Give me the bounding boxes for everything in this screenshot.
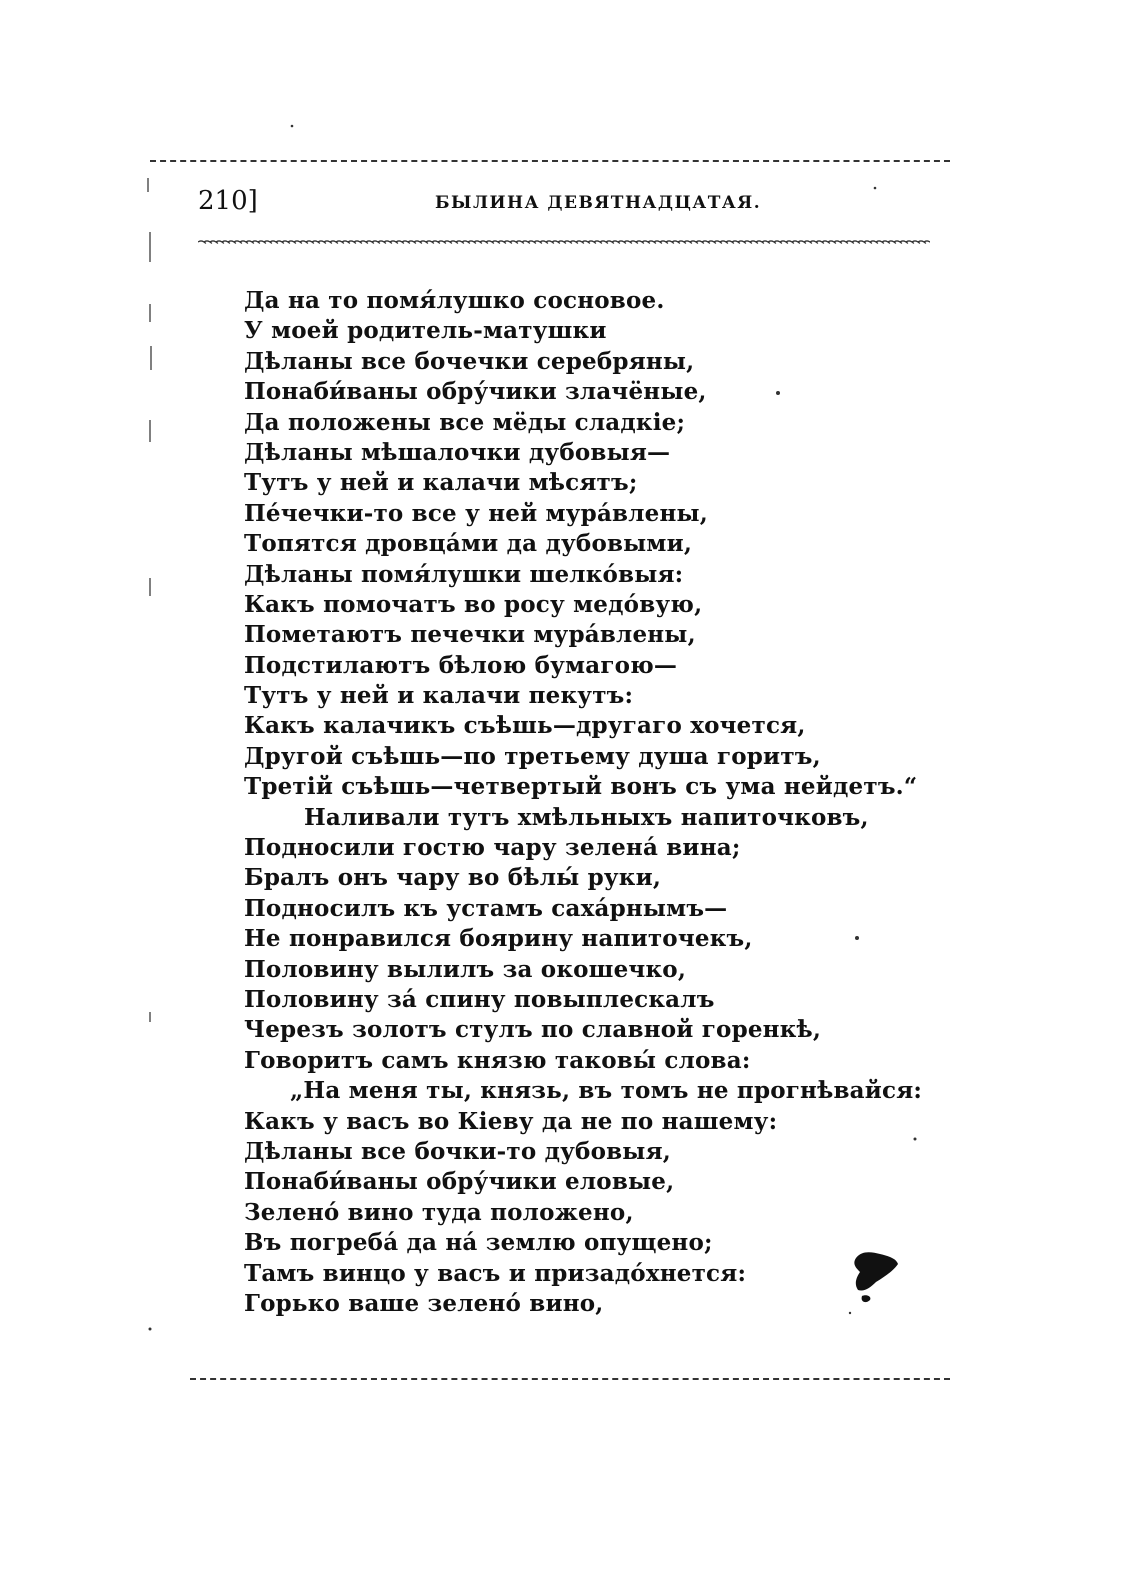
page-number: 210]: [198, 186, 258, 216]
poem-line: Подстилаютъ бѣлою бумагою—: [244, 651, 678, 679]
poem-line: Половину вылилъ за окошечко,: [244, 955, 687, 983]
poem-line: Подносилъ къ устамъ саха́рнымъ—: [244, 894, 728, 922]
poem-line: Тутъ у ней и калачи пекутъ:: [244, 682, 634, 710]
poem-line: Какъ калачикъ съѣшь—другаго хочется,: [244, 712, 806, 740]
poem-line: Горько ваше зелено́ вино,: [244, 1289, 604, 1317]
poem-line: Да положены все мёды сладкіе;: [244, 408, 686, 436]
poem-line: Понаби́ваны обру́чики злачёные,: [244, 378, 707, 406]
poem-line: Какъ у васъ во Кіеву да не по нашему:: [244, 1107, 778, 1135]
poem-line: Зелено́ вино туда положено,: [244, 1198, 634, 1226]
poem-line: Бралъ онъ чару во бѣлы́ руки,: [244, 864, 662, 892]
poem-line: Не понравился боярину напиточекъ,: [244, 925, 753, 953]
poem-line: Въ погреба́ да на́ землю опущено;: [244, 1229, 713, 1257]
poem-line: Тамъ винцо у васъ и призадо́хнется:: [244, 1259, 747, 1287]
poem-line: Тутъ у ней и калачи мѣсятъ;: [244, 469, 638, 497]
poem-line: Дѣланы все бочки-то дубовыя,: [244, 1137, 671, 1165]
poem-line: Дѣланы помя́лушки шелко́выя:: [244, 560, 684, 588]
poem-line: Другой съѣшь—по третьему душа горитъ,: [244, 742, 821, 770]
poem-line: Подносили гостю чару зелена́ вина;: [244, 834, 741, 862]
running-head: БЫЛИНА ДЕВЯТНАДЦАТАЯ.: [435, 193, 762, 213]
poem-line: Топятся дровца́ми да дубовыми,: [244, 530, 693, 558]
poem-text: [244, 286, 964, 1319]
poem-line: Наливали тутъ хмѣльныхъ напиточковъ,: [304, 803, 869, 831]
poem-line: Дѣланы все бочечки серебряны,: [244, 347, 695, 375]
top-rule: [150, 160, 950, 162]
wavy-rule: [198, 236, 930, 248]
poem-line: Черезъ золотъ стулъ по славной горенкѣ,: [244, 1016, 822, 1044]
poem-line: Третій съѣшь—четвертый вонъ съ ума нейдетъ.“: [244, 773, 918, 801]
bottom-rule: [190, 1378, 950, 1380]
poem-line: У моей родитель-матушки: [244, 317, 607, 345]
left-margin-marks: [148, 178, 151, 1022]
poem-line: „На меня ты, князь, въ томъ не прогнѣвайся:: [290, 1077, 923, 1105]
poem-line: Понаби́ваны обру́чики еловые,: [244, 1168, 675, 1196]
poem-line: Какъ помочатъ во росу медо́вую,: [244, 590, 703, 618]
poem-line: Дѣланы мѣшалочки дубовыя—: [244, 438, 671, 466]
poem-line: Да на то помя́лушко сосновое.: [244, 287, 665, 314]
poem-line: Пе́чечки-то все у ней мура́влены,: [244, 499, 708, 527]
poem-line: Пометаютъ печечки мура́влены,: [244, 621, 696, 649]
poem-line: Половину за́ спину повыплескалъ: [244, 985, 715, 1013]
poem-line: Говоритъ самъ князю таковы́ слова:: [244, 1046, 751, 1074]
